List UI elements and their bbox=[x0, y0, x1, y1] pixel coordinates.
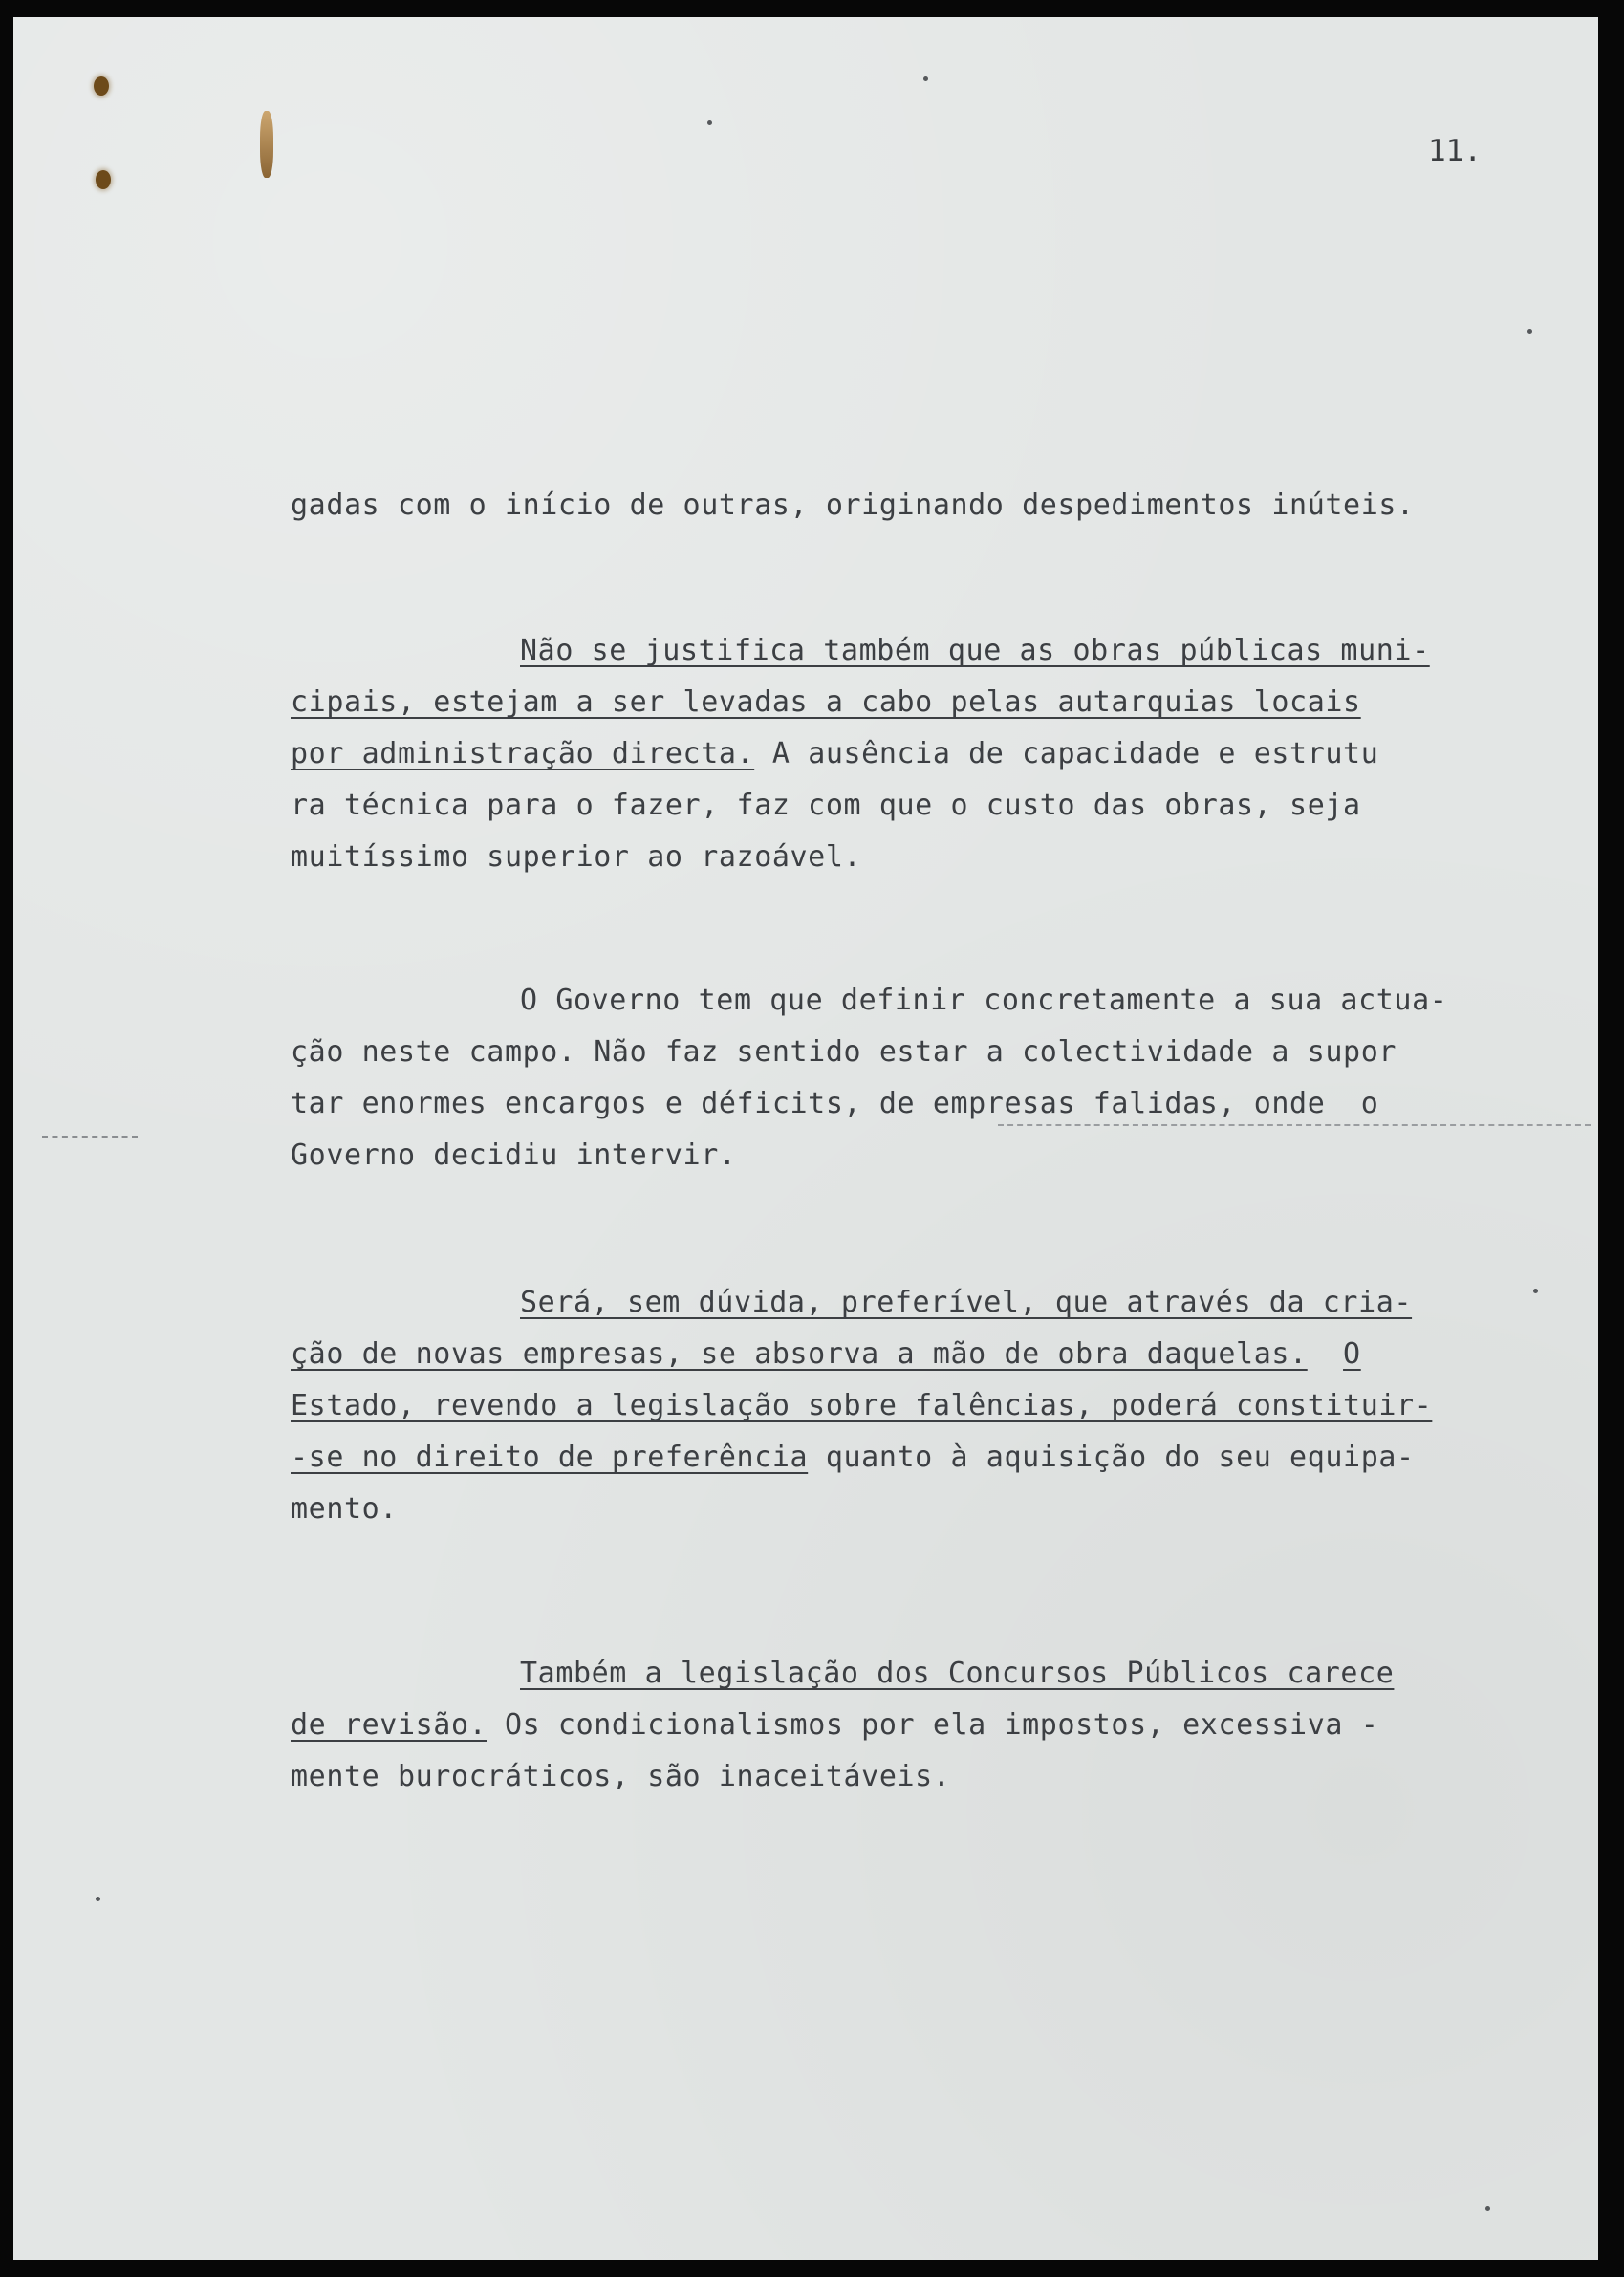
text-line: por administração directa. A ausência de capacidade e estrutu bbox=[291, 737, 1379, 770]
text-line: O Governo tem que definir concretamente a sua actua- bbox=[520, 984, 1448, 1017]
paragraph-4 bbox=[291, 1277, 1571, 1535]
text-line: ra técnica para o fazer, faz com que o custo das obras, seja bbox=[291, 789, 1361, 822]
text-line: muitíssimo superior ao razoável. bbox=[291, 840, 862, 874]
punch-hole-bottom bbox=[96, 170, 111, 189]
paragraph-2 bbox=[291, 625, 1571, 883]
text-line: de revisão. Os condicionalismos por ela impostos, excessiva - bbox=[291, 1708, 1379, 1742]
text-line: cipais, estejam a ser levadas a cabo pelas autarquias locais bbox=[291, 685, 1361, 719]
margin-dash-mark bbox=[42, 1136, 138, 1138]
speck bbox=[923, 76, 928, 81]
text-line: Será, sem dúvida, preferível, que através da cria- bbox=[520, 1286, 1413, 1319]
speck bbox=[1527, 329, 1532, 334]
text-line: ção neste campo. Não faz sentido estar a colectividade a supor bbox=[291, 1035, 1397, 1069]
page-number: 11. bbox=[1428, 134, 1482, 168]
paragraph-3 bbox=[291, 975, 1571, 1182]
paragraph-1 bbox=[291, 480, 1571, 531]
text-line: gadas com o início de outras, originando despedimentos inúteis. bbox=[291, 488, 1415, 522]
text-line: mente burocráticos, são inaceitáveis. bbox=[291, 1760, 951, 1793]
text-line: mento. bbox=[291, 1492, 398, 1526]
text-line: -se no direito de preferência quanto à aquisição do seu equipa- bbox=[291, 1441, 1415, 1474]
text-line: Não se justifica também que as obras públicas muni- bbox=[520, 634, 1430, 667]
punch-hole-top bbox=[94, 76, 109, 96]
text-line: Governo decidiu intervir. bbox=[291, 1138, 737, 1172]
speck bbox=[707, 120, 712, 125]
speck bbox=[1485, 2206, 1490, 2211]
paragraph-5 bbox=[291, 1648, 1571, 1803]
document-page bbox=[13, 17, 1598, 2260]
rust-stain bbox=[260, 111, 273, 178]
speck bbox=[96, 1897, 100, 1901]
text-line: Estado, revendo a legislação sobre falências, poderá constituir- bbox=[291, 1389, 1433, 1422]
text-line: Também a legislação dos Concursos Públicos carece bbox=[520, 1657, 1395, 1690]
text-line: tar enormes encargos e déficits, de empresas falidas, onde o bbox=[291, 1087, 1379, 1120]
text-line: ção de novas empresas, se absorva a mão de obra daquelas. O bbox=[291, 1337, 1361, 1371]
